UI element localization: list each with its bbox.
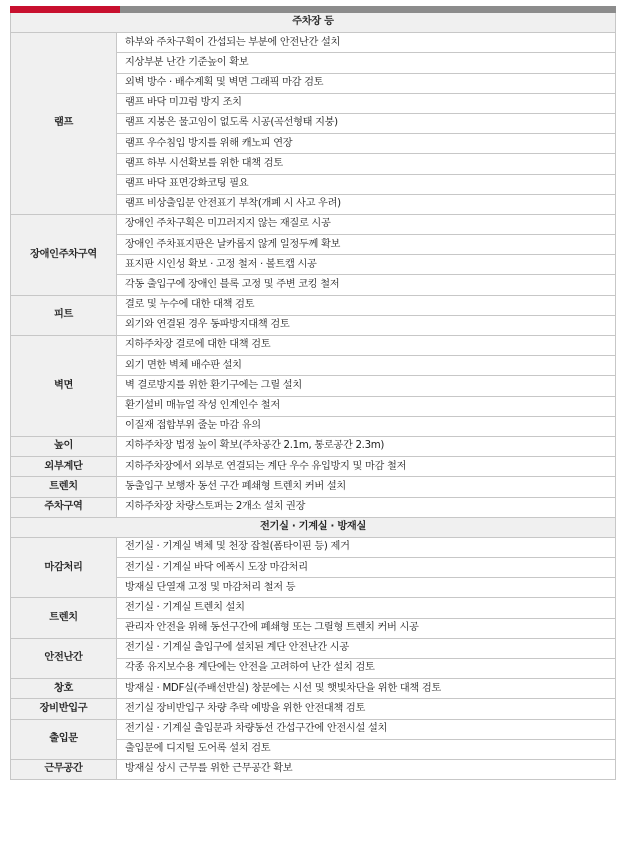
table-row [11,699,616,719]
header-bar-grey [120,6,616,13]
category-cell: 주차구역 [11,497,117,517]
item-cell: 외벽 방수 · 배수계획 및 벽면 그래픽 마감 검토 [117,73,616,93]
item-cell: 전기실 장비반입구 차량 추락 예방을 위한 안전대책 검토 [117,699,616,719]
item-cell: 관리자 안전을 위해 동선구간에 폐쇄형 또는 그릴형 트렌치 커버 시공 [117,618,616,638]
item-cell: 방재실 단열재 고정 및 마감처리 철저 등 [117,578,616,598]
category-cell: 창호 [11,679,117,699]
category-cell: 출입문 [11,719,117,759]
table-row [11,679,616,699]
table-row [11,598,616,618]
item-cell: 램프 비상출입문 안전표기 부착(개폐 시 사고 우려) [117,194,616,214]
item-cell: 외기와 연결된 경우 동파방지대책 검토 [117,315,616,335]
item-cell: 결로 및 누수에 대한 대책 검토 [117,295,616,315]
item-cell: 지하주차장 차량스토퍼는 2개소 설치 권장 [117,497,616,517]
table-row [11,638,616,658]
item-cell: 램프 우수침입 방지를 위해 캐노피 연장 [117,134,616,154]
item-cell: 표지판 시인성 확보 · 고정 철저 · 볼트캡 시공 [117,255,616,275]
item-cell: 램프 하부 시선확보를 위한 대책 검토 [117,154,616,174]
item-cell: 전기실 · 기계실 바닥 에폭시 도장 마감처리 [117,558,616,578]
category-cell: 램프 [11,33,117,215]
item-cell: 이질재 접합부위 줄눈 마감 유의 [117,416,616,436]
section-title: 전기실 · 기계실 · 방재실 [11,517,616,537]
category-cell: 피트 [11,295,117,335]
item-cell: 지하주차장 결로에 대한 대책 검토 [117,336,616,356]
category-cell: 근무공간 [11,759,117,779]
item-cell: 환기설비 매뉴얼 작성 인계인수 철저 [117,396,616,416]
item-cell: 전기실 · 기계실 벽체 및 천장 잡철(폼타이핀 등) 제거 [117,537,616,557]
section-header-row [11,517,616,537]
table-row [11,759,616,779]
table-row [11,214,616,234]
item-cell: 장애인 주차표지판은 날카롭지 않게 일정두께 확보 [117,235,616,255]
item-cell: 전기실 · 기계실 트렌치 설치 [117,598,616,618]
category-cell: 안전난간 [11,638,117,678]
section-title: 주차장 등 [11,13,616,33]
category-cell: 장애인주차구역 [11,214,117,295]
item-cell: 지하주차장에서 외부로 연결되는 계단 우수 유입방지 및 마감 철저 [117,457,616,477]
category-cell: 트렌치 [11,477,117,497]
header-bar-red [10,6,120,13]
table-row [11,336,616,356]
header-color-bar [10,6,616,13]
item-cell: 전기실 · 기계실 출입문과 차량동선 간섭구간에 안전시설 설치 [117,719,616,739]
category-cell: 높이 [11,436,117,456]
item-cell: 동출입구 보행자 동선 구간 폐쇄형 트렌치 커버 설치 [117,477,616,497]
table-row [11,477,616,497]
category-cell: 외부계단 [11,457,117,477]
item-cell: 방재실 상시 근무를 위한 근무공간 확보 [117,759,616,779]
checklist-table [10,13,616,780]
item-cell: 램프 바닥 표면강화코팅 필요 [117,174,616,194]
item-cell: 각종 유지보수용 계단에는 안전을 고려하여 난간 설치 검토 [117,659,616,679]
table-row [11,537,616,557]
item-cell: 램프 바닥 미끄럼 방지 조치 [117,93,616,113]
category-cell: 벽면 [11,336,117,437]
item-cell: 하부와 주차구획이 간섭되는 부분에 안전난간 설치 [117,33,616,53]
table-row [11,295,616,315]
table-row [11,33,616,53]
item-cell: 램프 지붕은 물고임이 없도록 시공(곡선형태 지붕) [117,113,616,133]
category-cell: 트렌치 [11,598,117,638]
item-cell: 출입문에 디지털 도어록 설치 검토 [117,739,616,759]
item-cell: 지상부분 난간 기준높이 확보 [117,53,616,73]
table-row [11,719,616,739]
item-cell: 각동 출입구에 장애인 블록 고정 및 주변 코킹 철저 [117,275,616,295]
item-cell: 장애인 주차구획은 미끄러지지 않는 재질로 시공 [117,214,616,234]
table-row [11,497,616,517]
table-row [11,457,616,477]
item-cell: 벽 결로방지를 위한 환기구에는 그릴 설치 [117,376,616,396]
category-cell: 장비반입구 [11,699,117,719]
item-cell: 지하주차장 법정 높이 확보(주차공간 2.1m, 통로공간 2.3m) [117,436,616,456]
section-header-row [11,13,616,33]
table-row [11,436,616,456]
item-cell: 전기실 · 기계실 출입구에 설치된 계단 안전난간 시공 [117,638,616,658]
category-cell: 마감처리 [11,537,117,598]
item-cell: 방재실 · MDF실(주배선반실) 창문에는 시선 및 햇빛차단을 위한 대책 검토 [117,679,616,699]
item-cell: 외기 면한 벽체 배수판 설치 [117,356,616,376]
